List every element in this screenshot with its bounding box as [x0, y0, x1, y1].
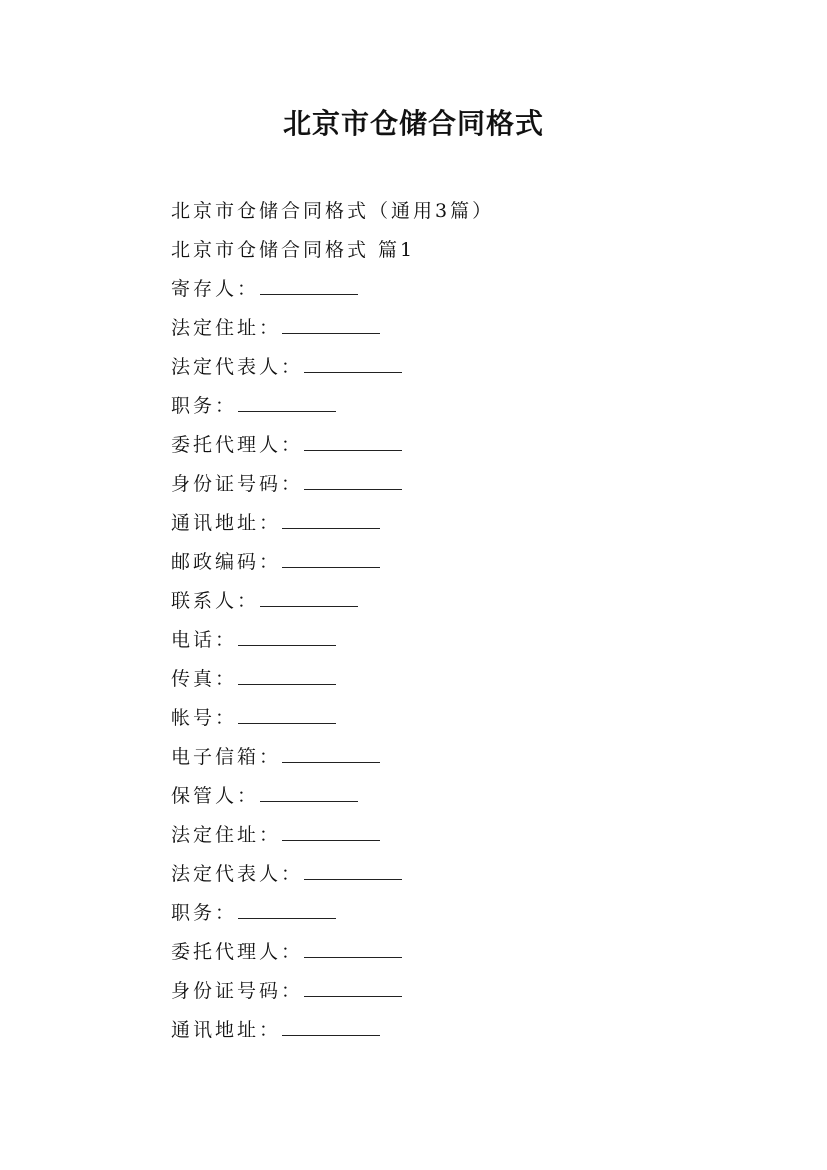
form-field-line — [171, 937, 771, 976]
field-label: 法定住址： — [171, 824, 282, 846]
fill-in-blank — [304, 860, 402, 880]
fill-in-blank — [238, 392, 336, 412]
field-label: 寄存人： — [171, 278, 260, 300]
field-label: 委托代理人： — [171, 434, 304, 456]
form-field-line — [171, 625, 771, 664]
page-title: 北京市仓储合同格式 — [282, 107, 544, 140]
fill-in-blank — [282, 821, 380, 841]
field-label: 法定住址： — [171, 317, 282, 339]
field-list — [171, 274, 771, 1054]
form-field-line — [171, 274, 771, 313]
form-field-line — [171, 586, 771, 625]
fill-in-blank — [304, 977, 402, 997]
form-field-line — [171, 430, 771, 469]
form-field-line — [171, 547, 771, 586]
fill-in-blank — [238, 626, 336, 646]
field-label: 职务： — [171, 395, 238, 417]
field-label: 邮政编码： — [171, 551, 282, 573]
form-field-line — [171, 352, 771, 391]
field-label: 身份证号码： — [171, 473, 304, 495]
field-label: 帐号： — [171, 707, 238, 729]
form-field-line — [171, 1015, 771, 1054]
fill-in-blank — [282, 314, 380, 334]
fill-in-blank — [238, 899, 336, 919]
field-label: 法定代表人： — [171, 356, 304, 378]
field-label: 电子信箱： — [171, 746, 282, 768]
field-label: 职务： — [171, 902, 238, 924]
form-field-line — [171, 313, 771, 352]
field-label: 保管人： — [171, 785, 260, 807]
form-field-line — [171, 976, 771, 1015]
form-field-line — [171, 664, 771, 703]
fill-in-blank — [282, 509, 380, 529]
field-label: 身份证号码： — [171, 980, 304, 1002]
field-label: 联系人： — [171, 590, 260, 612]
form-field-line — [171, 508, 771, 547]
document-body — [171, 196, 771, 1054]
field-label: 法定代表人： — [171, 863, 304, 885]
fill-in-blank — [238, 665, 336, 685]
fill-in-blank — [260, 275, 358, 295]
form-field-line — [171, 742, 771, 781]
field-label: 电话： — [171, 629, 238, 651]
fill-in-blank — [304, 353, 402, 373]
field-label: 通讯地址： — [171, 1019, 282, 1041]
form-field-line — [171, 859, 771, 898]
fill-in-blank — [282, 548, 380, 568]
fill-in-blank — [304, 470, 402, 490]
form-field-line — [171, 703, 771, 742]
fill-in-blank — [238, 704, 336, 724]
fill-in-blank — [304, 431, 402, 451]
field-label: 传真： — [171, 668, 238, 690]
form-field-line — [171, 469, 771, 508]
form-field-line — [171, 820, 771, 859]
fill-in-blank — [260, 587, 358, 607]
field-label: 通讯地址： — [171, 512, 282, 534]
form-field-line — [171, 781, 771, 820]
fill-in-blank — [304, 938, 402, 958]
form-field-line — [171, 898, 771, 937]
intro-line: 北京市仓储合同格式（通用3篇） — [171, 200, 495, 222]
section-heading: 北京市仓储合同格式 篇1 — [171, 239, 416, 261]
fill-in-blank — [282, 1016, 380, 1036]
fill-in-blank — [260, 782, 358, 802]
form-field-line — [171, 391, 771, 430]
fill-in-blank — [282, 743, 380, 763]
field-label: 委托代理人： — [171, 941, 304, 963]
